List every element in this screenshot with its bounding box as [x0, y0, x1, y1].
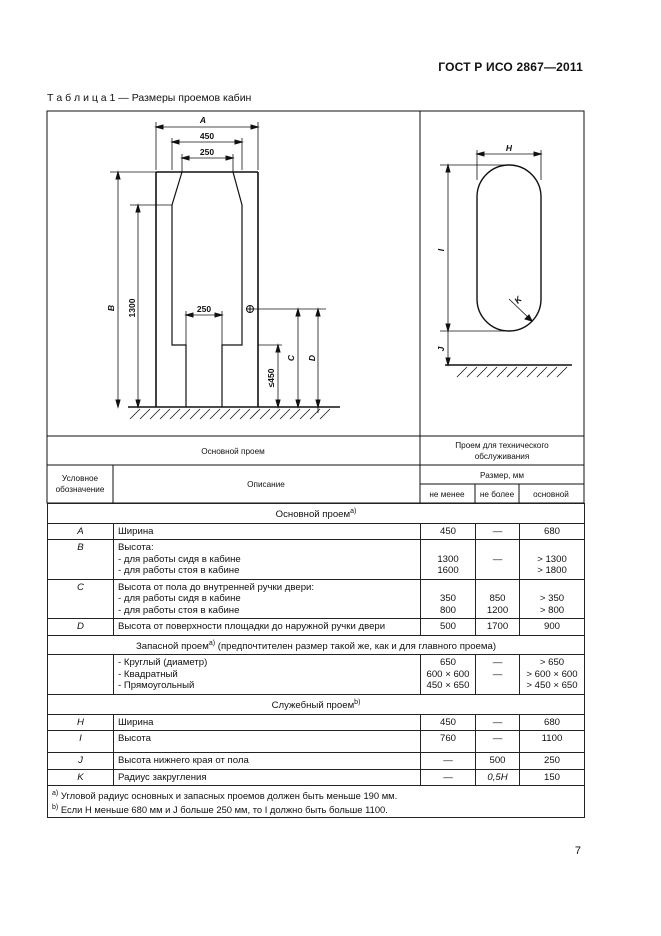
dimensions-table: [47, 503, 585, 818]
dim-label-250-top: 250: [199, 147, 215, 157]
table-row: I Высота 760 — 1100: [48, 731, 585, 753]
footnotes-row: [48, 786, 585, 818]
dim-label-h: H: [505, 143, 513, 153]
dim-label-c: C: [286, 354, 296, 362]
table-row: D Высота от поверхности площадки до наружной ручки двери 500 1700 900: [48, 619, 585, 636]
section-row-emergency: Запасной проем$^{a)}$ (предпочтителен размер такой же, как и для главного проема): [48, 635, 585, 655]
header-min: не менее: [429, 490, 465, 499]
dim-label-450-max: ≤450: [266, 368, 276, 388]
header-service-opening-2: обслуживания: [474, 452, 530, 461]
document-header: ГОСТ Р ИСО 2867—2011: [438, 60, 583, 74]
page-number: 7: [574, 845, 581, 857]
table-row: J Высота нижнего края от пола — 500 250: [48, 753, 585, 770]
dim-label-450: 450: [199, 131, 215, 141]
table-row: A Ширина 450 — 680: [48, 523, 585, 540]
section-row-main: Основной проем$^{a)}$: [48, 504, 585, 524]
section-row-service: Служебный проем$^{b)}$: [48, 694, 585, 714]
header-main-opening: Основной проем: [201, 447, 265, 456]
table-row: B Высота: - для работы сидя в кабине - для работы стоя в кабине 1300 1600 — > 1300 > 1800: [48, 540, 585, 580]
figure-frame: [47, 111, 584, 465]
header-size: Размер, мм: [480, 471, 524, 480]
dim-label-k: K: [512, 294, 524, 306]
header-description: Описание: [247, 480, 285, 489]
header-nominal: основной: [533, 490, 569, 499]
header-symbol-1: Условное: [61, 474, 99, 483]
dim-label-j: J: [436, 346, 446, 352]
table-caption: Т а б л и ц а 1 — Размеры проемов кабин: [47, 92, 252, 104]
header-service-opening-1: Проем для технического: [455, 441, 549, 450]
table-row: K Радиус закругления — 0,5H 150: [48, 769, 585, 786]
dim-label-d: D: [307, 354, 317, 362]
table-row: C Высота от пола до внутренней ручки двери: - для работы сидя в кабине - для работы стоя в кабине 350 800 850 1200 > 350 > 800: [48, 579, 585, 619]
dim-label-250: 250: [196, 304, 212, 314]
main-opening-drawing: [110, 122, 340, 419]
dim-label-1300: 1300: [127, 298, 137, 318]
footnote-b: $^{b)}$ Если H меньше 680 мм и J больше 250 мм, то I должно быть больше 1100.: [52, 803, 388, 815]
header-max: не более: [479, 490, 515, 499]
header-symbol-2: обозначение: [55, 485, 105, 494]
dim-label-a: A: [199, 115, 207, 125]
dim-label-i: I: [436, 248, 446, 252]
footnote-a: $^{a)}$ Угловой радиус основных и запасных проемов должен быть меньше 190 мм.: [52, 790, 398, 802]
service-opening-drawing: [440, 150, 572, 377]
dim-label-b: B: [106, 304, 116, 312]
table-row: - Круглый (диаметр) - Квадратный - Прямоугольный 650 600 × 600 450 × 650 — — > 650 > 600 × 600 > 450 × 650: [48, 655, 585, 695]
table-row: H Ширина 450 — 680: [48, 714, 585, 731]
